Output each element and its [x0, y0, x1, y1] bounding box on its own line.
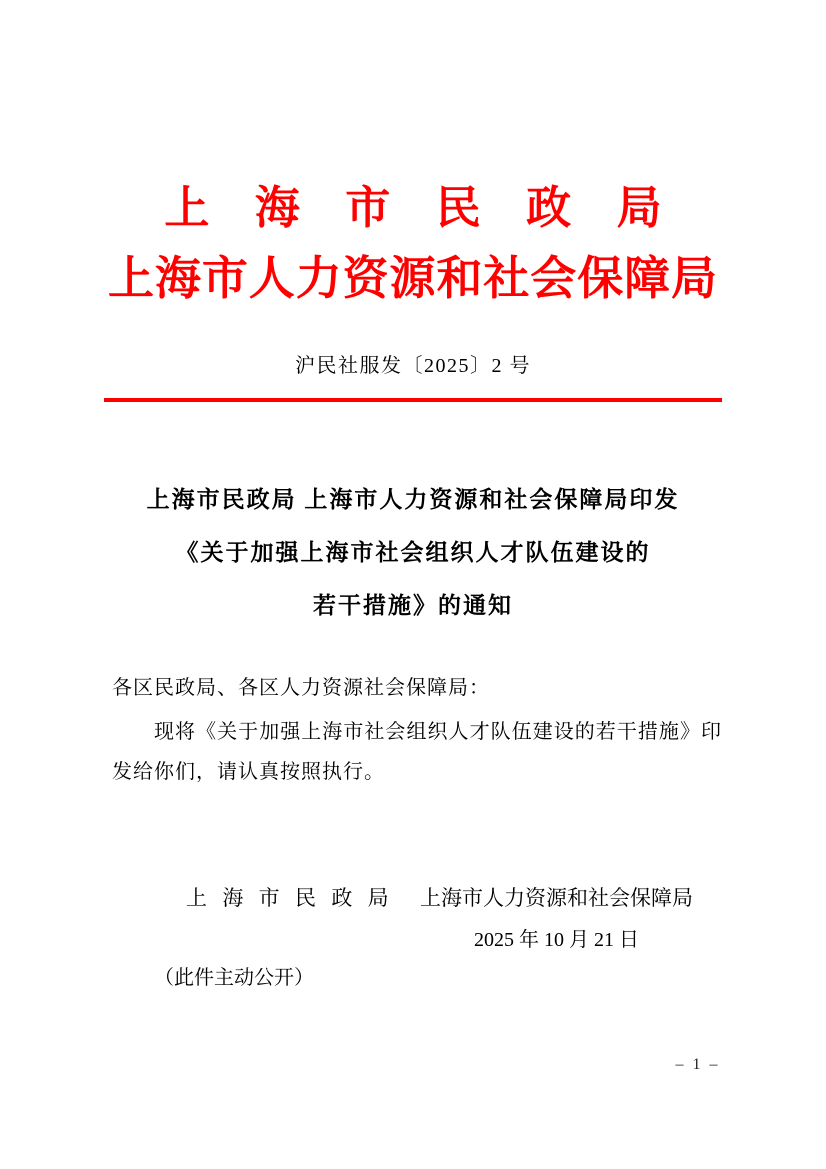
body-paragraph: 现将《关于加强上海市社会组织人才队伍建设的若干措施》印发给你们，请认真按照执行。	[112, 721, 722, 783]
signature-date: 2025 年 10 月 21 日	[474, 929, 639, 951]
document-title	[0, 473, 826, 632]
document-number: 沪民社服发〔2025〕2 号	[295, 355, 531, 377]
letterhead-divider-rule	[104, 398, 722, 402]
salutation: 各区民政局、各区人力资源社会保障局：	[112, 677, 490, 699]
document-title-line-2: 《关于加强上海市社会组织人才队伍建设的	[175, 540, 651, 565]
signature-org-2: 上海市人力资源和社会保障局	[420, 886, 693, 910]
signature-org-1: 上 海 市 民 政 局	[186, 886, 394, 910]
document-title-line-1: 上海市民政局 上海市人力资源和社会保障局印发	[146, 487, 680, 512]
letterhead-org-2: 上海市人力资源和社会保障局	[108, 253, 718, 304]
letterhead-org-1: 上 海 市 民 政 局	[164, 183, 679, 233]
disclosure-note: （此件主动公开）	[154, 967, 314, 989]
page-number: – 1 –	[675, 1056, 719, 1073]
document-title-line-3: 若干措施》的通知	[313, 593, 513, 618]
